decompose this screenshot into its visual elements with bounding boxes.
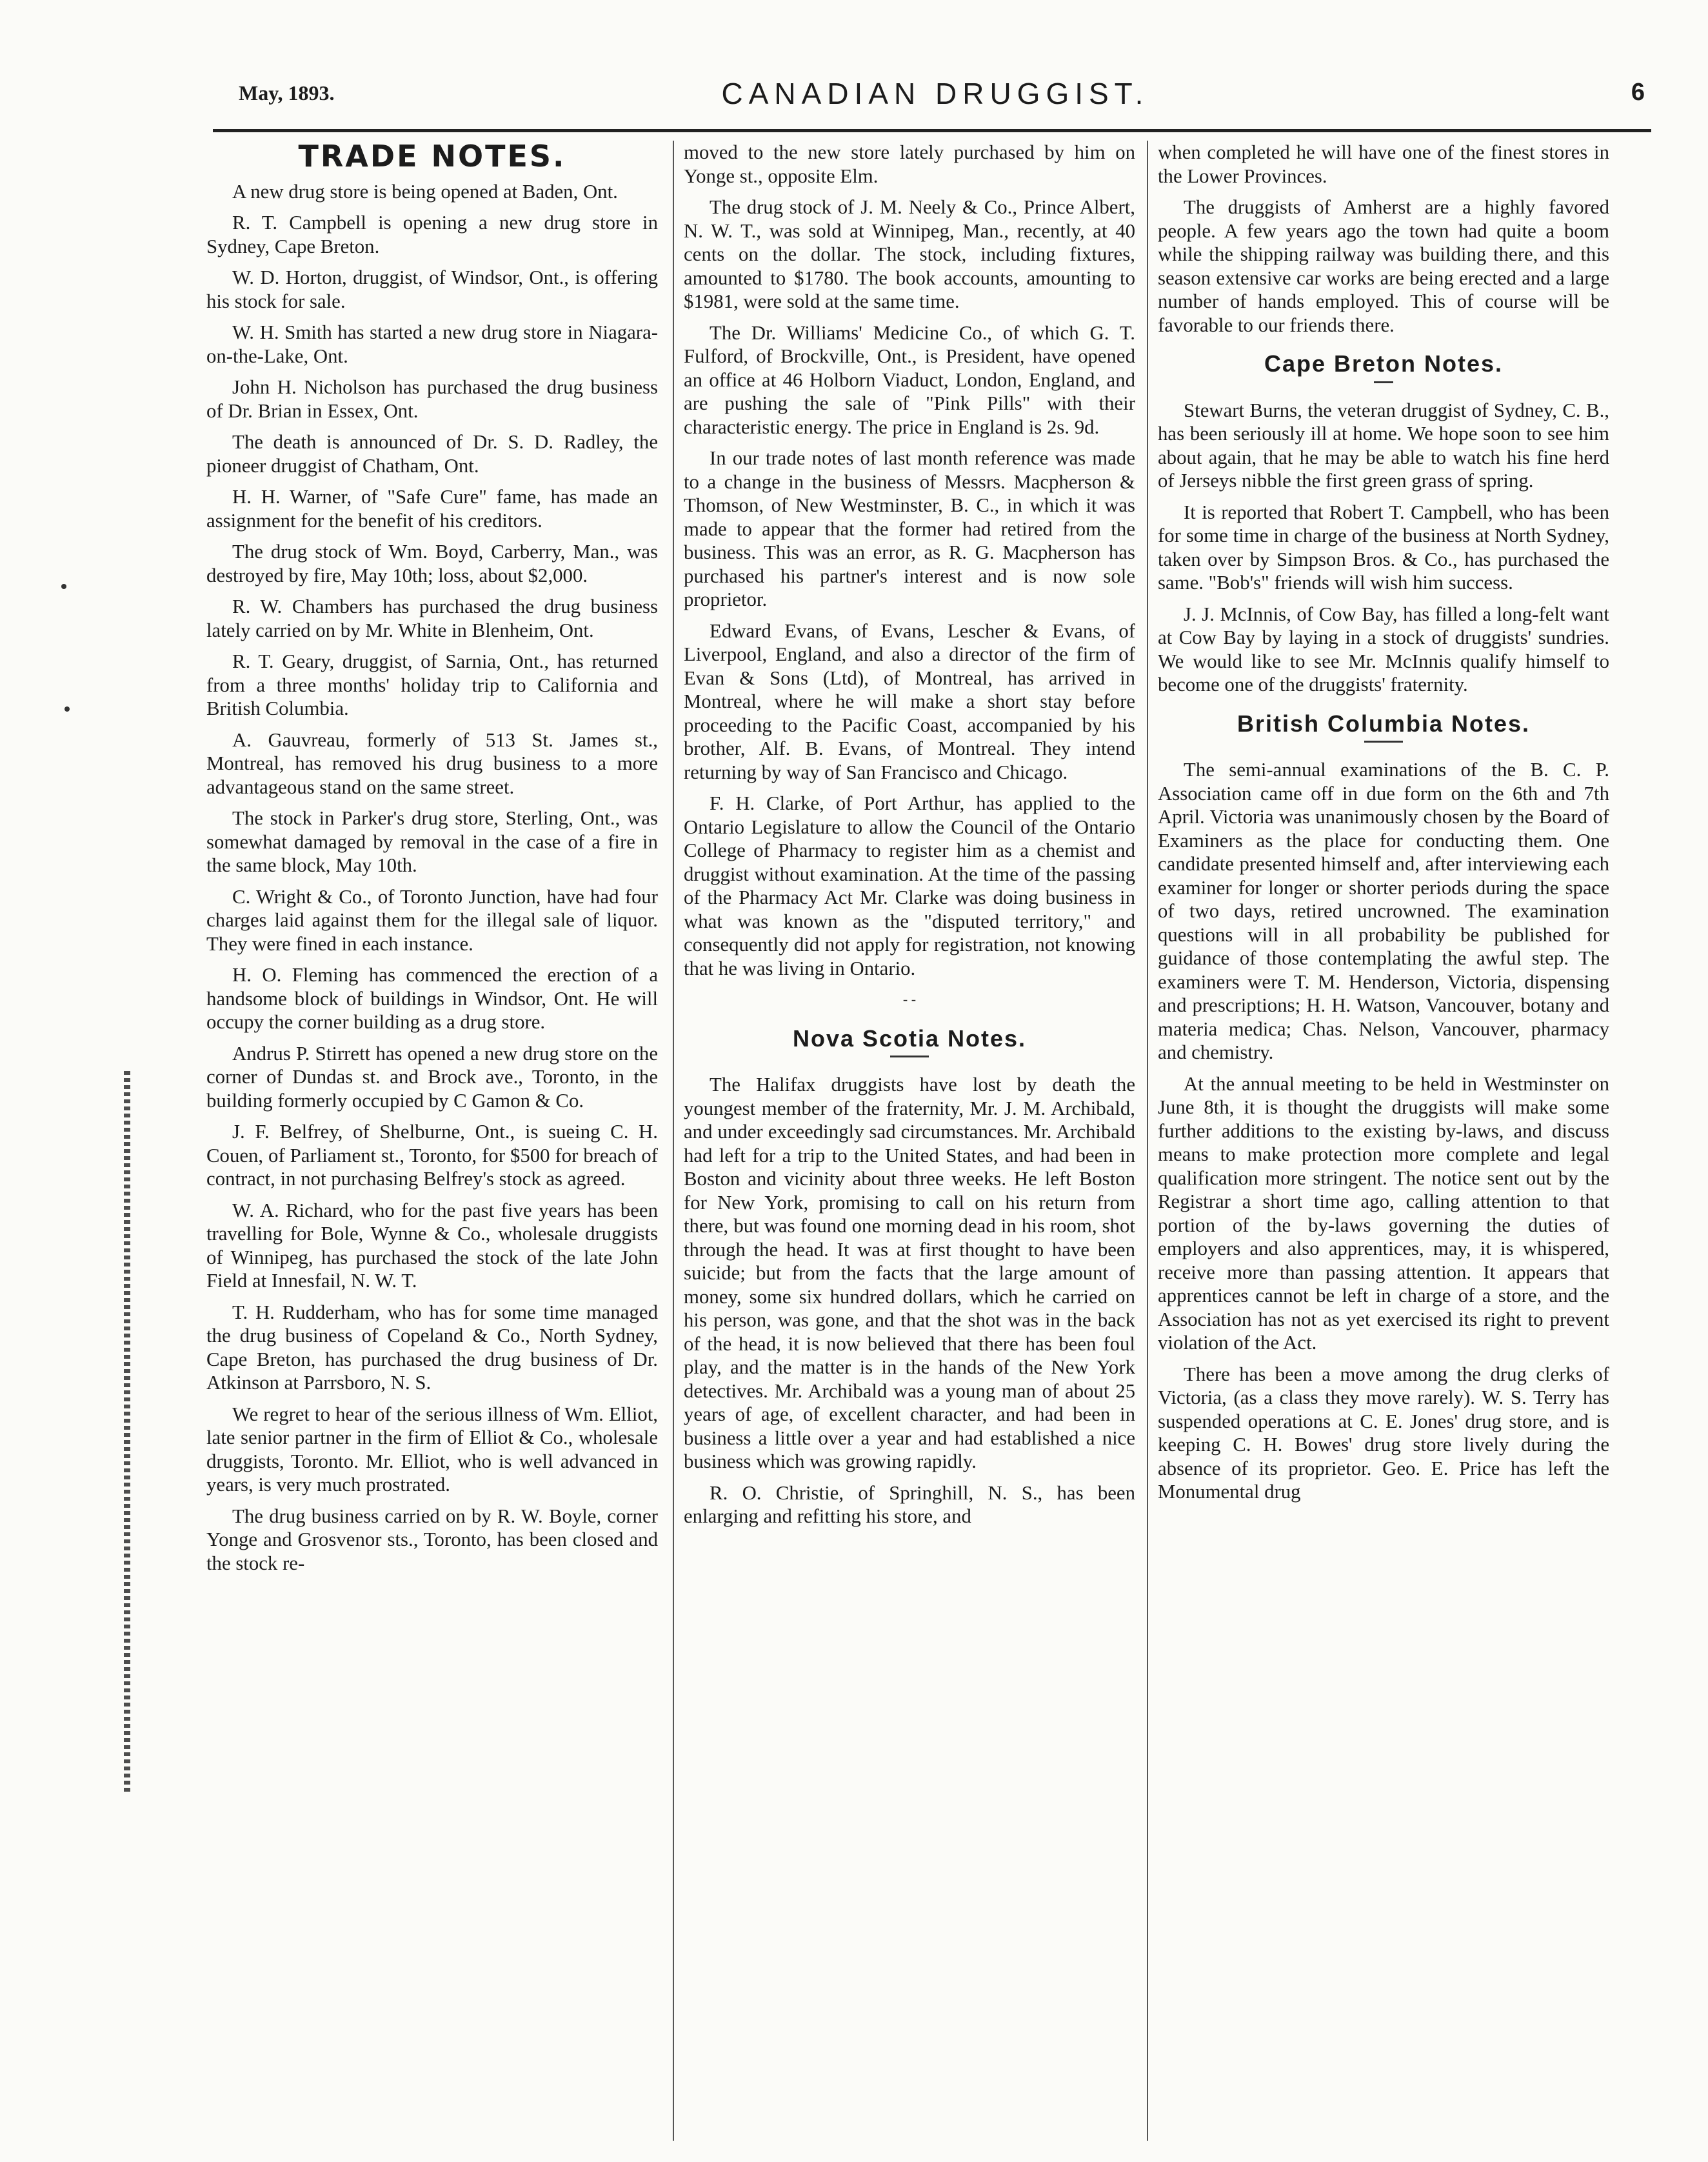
cape-breton-body — [1158, 399, 1609, 697]
paragraph: J. J. McInnis, of Cow Bay, has filled a long-felt want at Cow Bay by laying in a stock of druggists' sundries. We would like to see Mr. McInnis qualify himself to become one of the druggists' fraternity. — [1158, 603, 1609, 696]
paragraph: The druggists of Amherst are a highly favored people. A few years ago the town had quite a boom while the shipping railway was building there, and this season extensive car works are being erected and a large number of hands employed. This of course will be favorable to our friends there. — [1158, 196, 1609, 336]
paragraph: We regret to hear of the serious illness of Wm. Elliot, late senior partner in the firm of Elliot & Co., wholesale druggists, Toronto. Mr. Elliot, who is well advanced in years, is very much prostrated. — [206, 1403, 658, 1496]
paragraph: It is reported that Robert T. Campbell, who has been for some time in charge of the business at North Sydney, taken over by Simpson Bros. & Co., has purchased the same. "Bob's" friends will wish him success. — [1158, 501, 1609, 594]
paragraph: At the annual meeting to be held in Westminster on June 8th, it is thought the druggists will make some further additions to the existing by-laws, and discuss means to make protection more complete and legal qualification more stringent. The notice sent out by the Registrar a short time ago, calling attention to that portion of the by-laws governing the duties of employers and also apprentices, may, it is whispered, receive more than passing attention. It appears that apprentices cannot be left in charge of a store, and the Association has not as yet exercised its right to prevent violation of the Act. — [1158, 1072, 1609, 1354]
paragraph: The Halifax druggists have lost by death the youngest member of the fraternity, Mr. J. M. Archibald, and under exceedingly sad circumstances. Mr. Archibald had left for a trip to the United States, and had been in Boston and vicinity about three weeks. He left Boston for New York, promising to call on his return from there, but was found one morning dead in his room, shot through the head. It was at first thought to have been suicide; but from the facts that the large amount of money, some six hundred dollars, which he carried on his person, was gone, and that the shot was in the back of the head, it is now believed that there has been foul play, and the matter is in the hands of the New York detectives. Mr. Archibald was a young man of about 25 years of age, of excellent character, and had been in business a little over a year and had established a nice business which was growing rapidly. — [684, 1074, 1135, 1472]
paragraph: C. Wright & Co., of Toronto Junction, have had four charges laid against them for the illegal sale of liquor. They were fined in each instance. — [206, 885, 658, 955]
paragraph: The semi-annual examinations of the B. C. P. Association came off in due form on the 6th and 7th April. Victoria was unanimously chosen by the Board of Examiners as the place for conducting them. One candidate presented himself and, after interviewing each examiner for longer or shorter periods during the space of two days, retired uncrowned. The examination questions will in all probability be published for guidance of those contemplating the awful step. The examiners were T. M. Henderson, Victoria, dispensing and prescriptions; H. H. Watson, Vancouver, botany and materia medica; Chas. Nelson, Vancouver, pharmacy and chemistry. — [1158, 759, 1609, 1063]
column-divider — [1147, 141, 1148, 2141]
paragraph: There has been a move among the drug clerks of Victoria, (as a class they move rarely). W. S. Terry has suspended operations at C. E. Jones' drug store, and is keeping C. H. Bowes' drug store lively during the absence of its proprietor. Geo. E. Price has left the Monumental drug — [1158, 1363, 1609, 1503]
paragraph: R. O. Christie, of Springhill, N. S., has been enlarging and refitting his store, and — [684, 1481, 1135, 1527]
paragraph: The drug stock of Wm. Boyd, Carberry, Man., was destroyed by fire, May 10th; loss, about $2,000. — [206, 541, 658, 586]
paragraph: H. H. Warner, of "Safe Cure" fame, has made an assignment for the benefit of his creditors. — [206, 486, 658, 532]
column-3 — [1158, 141, 1609, 1512]
trade-notes-body — [206, 180, 658, 1576]
scan-speck — [61, 584, 66, 589]
nova-scotia-heading: Nova Scotia Notes. — [792, 1025, 1027, 1052]
page-header — [213, 76, 1658, 121]
paragraph: Stewart Burns, the veteran druggist of Sydney, C. B., has been seriously ill at home. We hope soon to see him about again, that he may be able to watch his fine herd of Jerseys nibble the first green grass of spring. — [1158, 399, 1609, 492]
paragraph: H. O. Fleming has commenced the erection of a handsome block of buildings in Windsor, Ont. He will occupy the corner building as a drug store. — [206, 964, 658, 1033]
paragraph: T. H. Rudderham, who has for some time managed the drug business of Copeland & Co., North Sydney, Cape Breton, has purchased the drug business of Dr. Atkinson at Parrsboro, N. S. — [206, 1301, 658, 1394]
separator-mark: - - — [902, 991, 917, 1007]
paragraph: The death is announced of Dr. S. D. Radley, the pioneer druggist of Chatham, Ont. — [206, 431, 658, 477]
trade-notes-heading: TRADE NOTES. — [298, 139, 566, 174]
page-number: 6 — [1631, 79, 1645, 106]
nova-scotia-continued — [1158, 141, 1609, 337]
publication-title: CANADIAN DRUGGIST. — [721, 77, 1149, 110]
paragraph: In our trade notes of last month reference was made to a change in the business of Messrs. Macpherson & Thomson, of New Westminster, B. C., in which it was made to appear that the former had retired from the business. This was an error, as R. G. Macpherson has purchased his partner's interest and is now sole proprietor. — [684, 447, 1135, 610]
trade-notes-continued — [684, 141, 1135, 980]
heading-rule — [1364, 741, 1403, 743]
paragraph: Edward Evans, of Evans, Lescher & Evans, of Liverpool, England, and also a director of the firm of Evan & Sons (Ltd), of Montreal, has arrived in Montreal, where he will make a short stay before proceeding to the Pacific Coast, accompanied by his brother, Alf. B. Evans, of Montreal. They intend returning by way of San Francisco and Chicago. — [684, 619, 1135, 783]
paragraph: The drug stock of J. M. Neely & Co., Prince Albert, N. W. T., was sold at Winnipeg, Man., recently, at 40 cents on the dollar. The stock, including fixtures, amounted to $1780. The book accounts, amounting to $1981, were sold at the same time. — [684, 196, 1135, 312]
margin-binding-mark — [124, 1071, 130, 1794]
paragraph: R. T. Geary, druggist, of Sarnia, Ont., has returned from a three months' holiday trip to California and British Columbia. — [206, 650, 658, 719]
paragraph: W. H. Smith has started a new drug store in Niagara-on-the-Lake, Ont. — [206, 321, 658, 367]
paragraph: R. W. Chambers has purchased the drug business lately carried on by Mr. White in Blenheim, Ont. — [206, 596, 658, 641]
paragraph: W. D. Horton, druggist, of Windsor, Ont., is offering his stock for sale. — [206, 266, 658, 312]
paragraph: W. A. Richard, who for the past five years has been travelling for Bole, Wynne & Co., wholesale druggists of Winnipeg, has purchased the stock of the late John Field at Innesfail, N. W. T. — [206, 1199, 658, 1292]
heading-rule — [890, 1056, 929, 1057]
paragraph: J. F. Belfrey, of Shelburne, Ont., is sueing C. H. Couen, of Parliament st., Toronto, for $500 for breach of contract, in not purchasing Belfrey's stock as agreed. — [206, 1121, 658, 1190]
heading-rule — [1374, 381, 1393, 383]
nova-scotia-body — [684, 1073, 1135, 1528]
cape-breton-heading: Cape Breton Notes. — [1264, 350, 1504, 377]
paragraph: R. T. Campbell is opening a new drug store in Sydney, Cape Breton. — [206, 212, 658, 257]
british-columbia-body — [1158, 758, 1609, 1504]
column-2 — [684, 141, 1135, 1536]
column-divider — [673, 141, 674, 2141]
scan-speck — [65, 706, 70, 712]
paragraph: The drug business carried on by R. W. Boyle, corner Yonge and Grosvenor sts., Toronto, has been closed and the stock re- — [206, 1505, 658, 1574]
header-rule — [213, 129, 1651, 132]
paragraph: The stock in Parker's drug store, Sterling, Ont., was somewhat damaged by removal in the case of a fire in the same block, May 10th. — [206, 807, 658, 876]
paragraph: The Dr. Williams' Medicine Co., of which G. T. Fulford, of Brockville, Ont., is President, have opened an office at 46 Holborn Viaduct, London, England, and are pushing the sale of "Pink Pills" with their characteristic energy. The price in England is 2s. 9d. — [684, 321, 1135, 438]
paragraph: A new drug store is being opened at Baden, Ont. — [232, 180, 618, 203]
paragraph: moved to the new store lately purchased by him on Yonge st., opposite Elm. — [684, 141, 1135, 187]
column-1 — [206, 141, 658, 1583]
paragraph: John H. Nicholson has purchased the drug business of Dr. Brian in Essex, Ont. — [206, 376, 658, 422]
paragraph: A. Gauvreau, formerly of 513 St. James st., Montreal, has removed his drug business to a more advantageous stand on the same street. — [206, 728, 658, 798]
paragraph: F. H. Clarke, of Port Arthur, has applied to the Ontario Legislature to allow the Council of the Ontario College of Pharmacy to register him as a chemist and druggist without examination. At the time of the passing of the Pharmacy Act Mr. Clarke was doing business in what was known as the "disputed territory," and consequently did not apply for registration, not knowing that he was living in Ontario. — [684, 792, 1135, 979]
paragraph: when completed he will have one of the finest stores in the Lower Provinces. — [1158, 141, 1609, 187]
issue-date: May, 1893. — [239, 81, 335, 105]
british-columbia-heading: British Columbia Notes. — [1236, 710, 1531, 737]
paragraph: Andrus P. Stirrett has opened a new drug store on the corner of Dundas st. and Brock ave., Toronto, in the building formerly occupied by C Gamon & Co. — [206, 1042, 658, 1112]
